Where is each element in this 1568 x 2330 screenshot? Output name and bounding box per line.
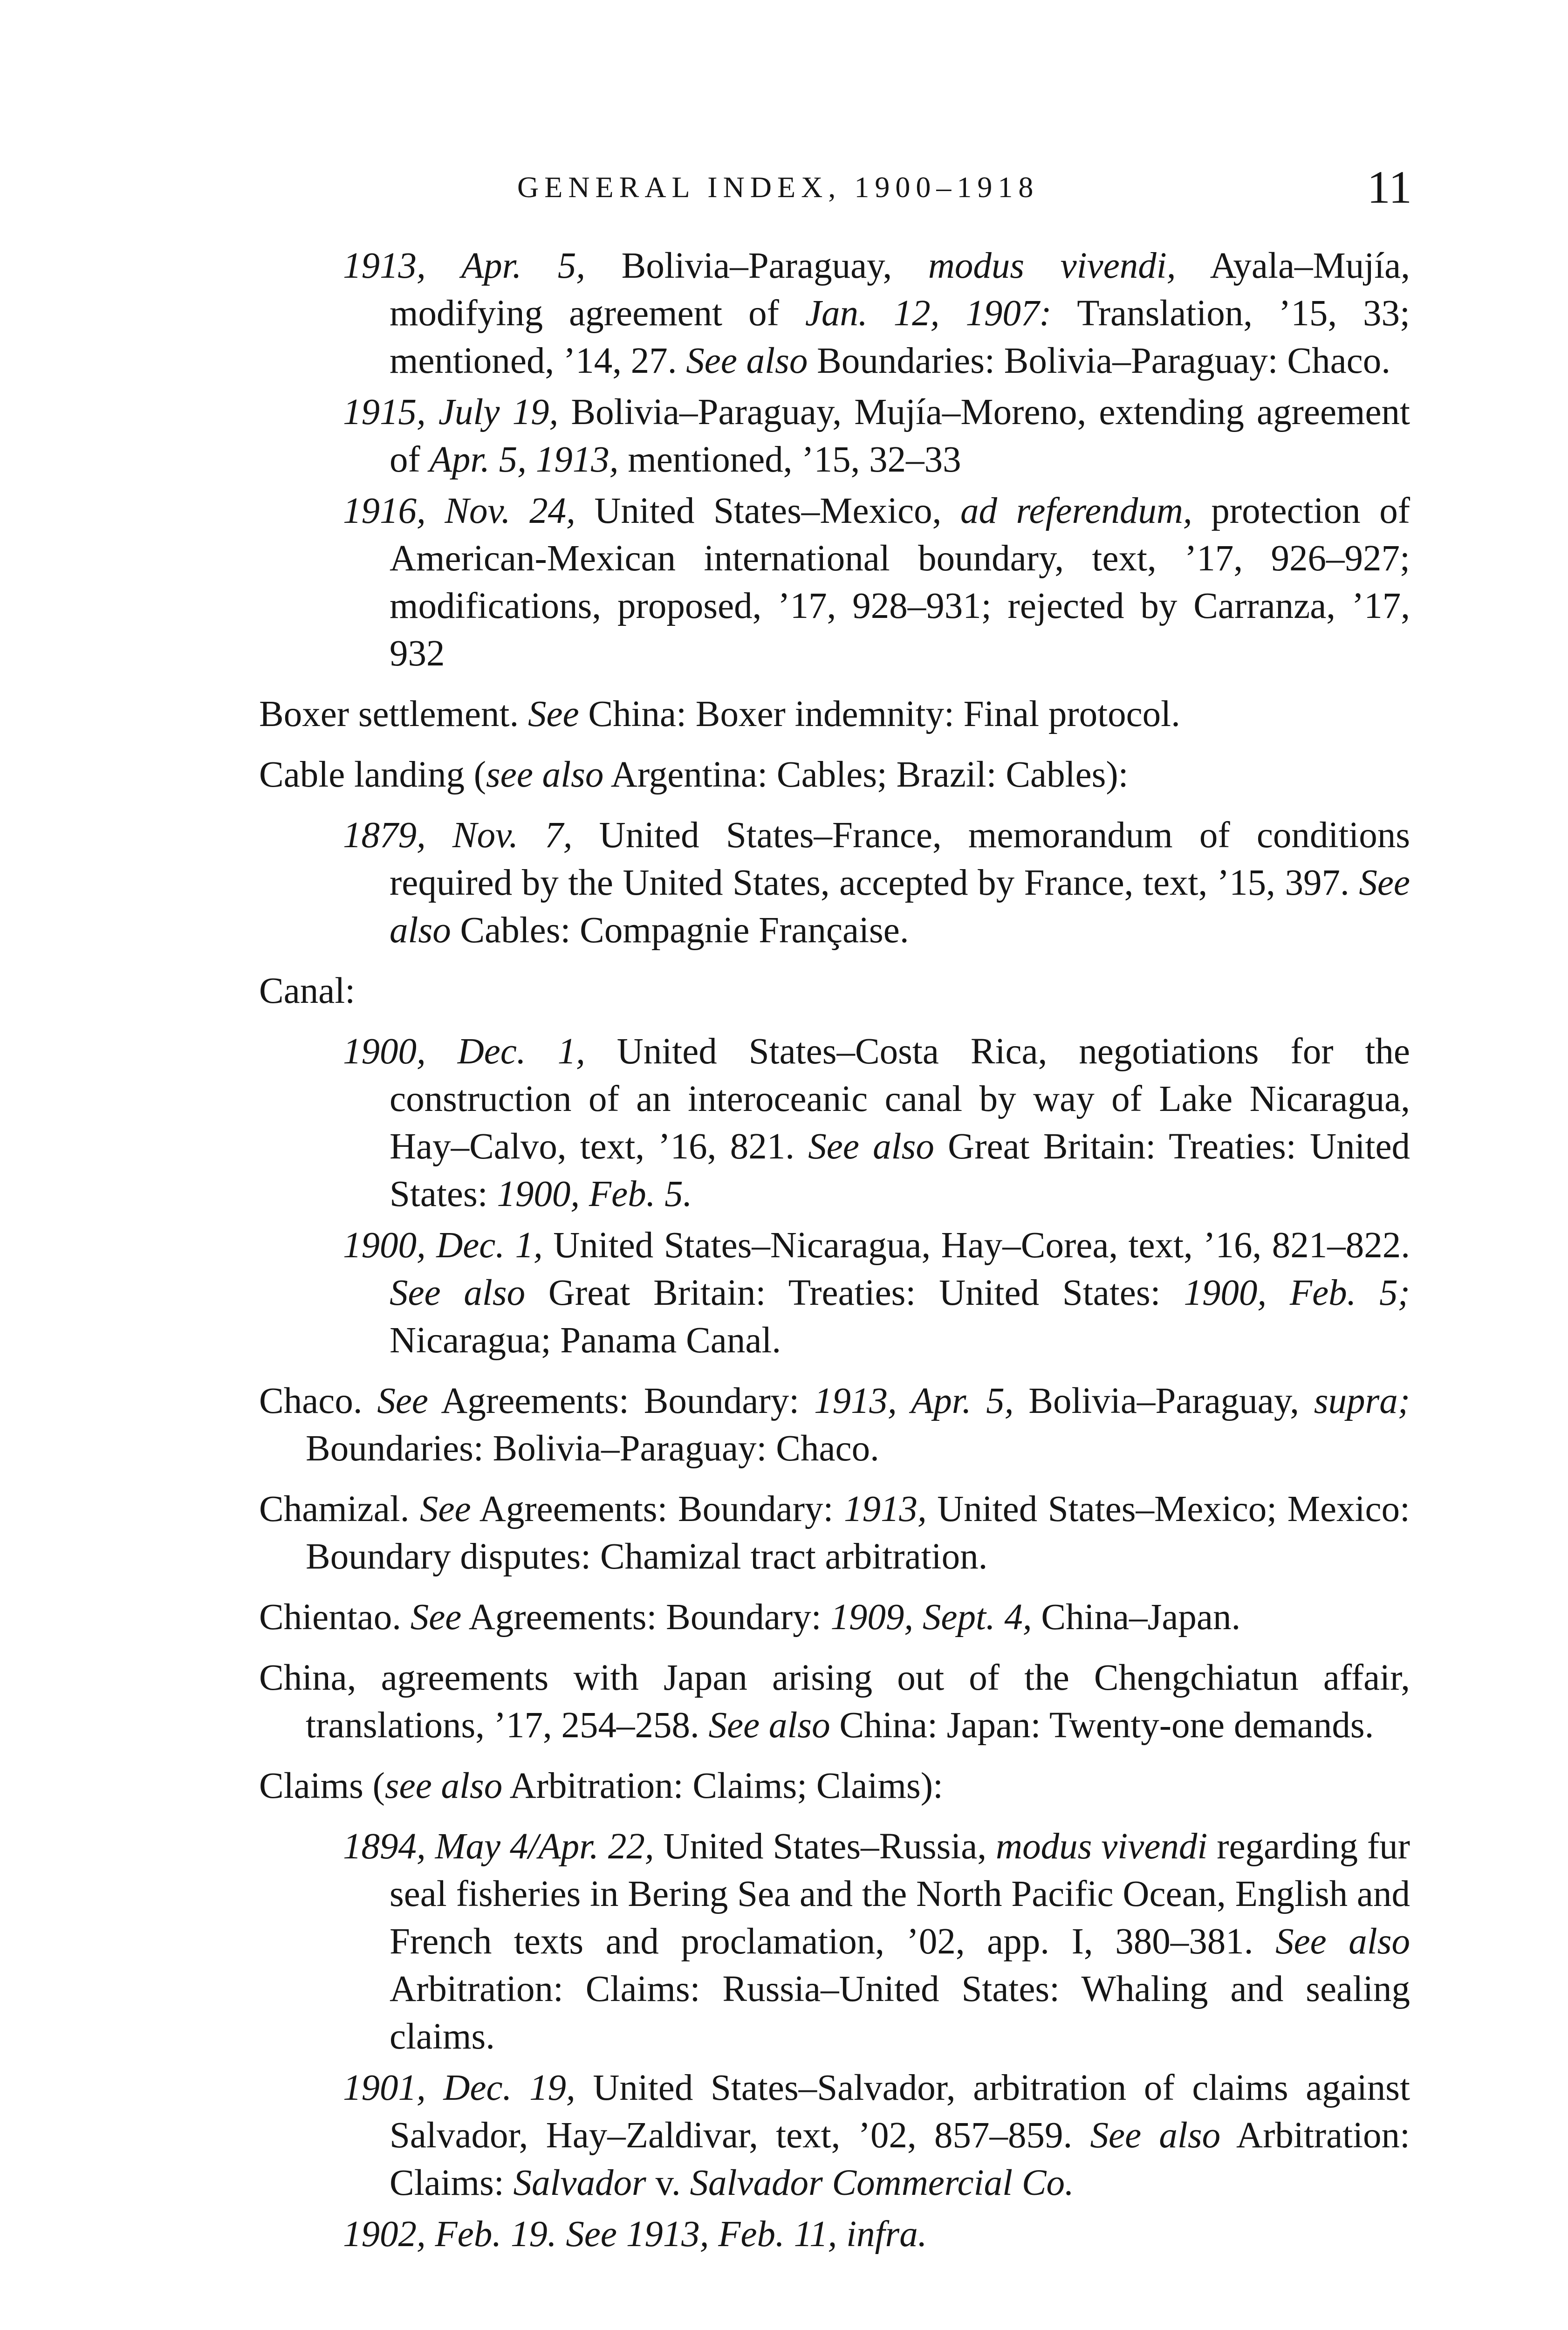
running-head: GENERAL INDEX, 1900–1918 <box>517 171 1039 204</box>
index-main-entry <box>259 1654 1410 1749</box>
entry-italic-run: See also <box>686 341 808 381</box>
entry-text-run: regarding fur seal fisheries in Bering Sea and the North Pacific Ocean, English and French texts and proclamation, ’02, app. I, 380–381. <box>390 1826 1410 1962</box>
entry-italic-run: 1900, Dec. 1, <box>343 1225 543 1266</box>
entry-text-run: v. <box>646 2163 690 2203</box>
entry-text-run: Argentina: Cables; Brazil: Cables): <box>603 754 1129 795</box>
entry-italic-run: See <box>420 1489 471 1529</box>
index-main-entry <box>259 1594 1410 1641</box>
entry-italic-run: See <box>410 1597 462 1638</box>
entry-text-run: China: Boxer indemnity: Final protocol. <box>579 694 1180 734</box>
index-main-entry <box>259 1486 1410 1581</box>
entry-text-run: Agreements: Boundary: <box>428 1381 814 1421</box>
entry-text-run: Boundaries: Bolivia–Paraguay: Chaco. <box>306 1428 879 1469</box>
index-sub-entry <box>259 242 1410 385</box>
entry-italic-run: 1901, Dec. 19, <box>343 2068 575 2108</box>
entry-italic-run: See <box>377 1381 428 1421</box>
index-sub-entry <box>259 2211 1410 2258</box>
entry-italic-run: See also <box>390 1273 526 1313</box>
entry-italic-run: 1915, July 19, <box>343 392 559 432</box>
entry-italic-run: See also <box>1275 1921 1410 1962</box>
entry-italic-run: 1913, Apr. 5, <box>343 246 586 286</box>
entry-text-run: Arbitration: Claims; Claims): <box>502 1766 943 1806</box>
entry-text-run: Canal: <box>259 971 356 1011</box>
entry-italic-run: 1900, Feb. 5. <box>497 1174 692 1214</box>
entry-italic-run: See 1913, Feb. 11, infra. <box>566 2214 927 2255</box>
entry-text-run: mentioned, ’15, 32–33 <box>618 439 961 480</box>
entry-text-run: Boundaries: Bolivia–Paraguay: Chaco. <box>808 341 1390 381</box>
entry-text-run: Cables: Compagnie Française. <box>451 910 909 951</box>
entry-italic-run: See also <box>708 1705 830 1746</box>
index-main-entry <box>259 1762 1410 1810</box>
entry-italic-run: Salvador <box>513 2163 646 2203</box>
entry-text-run: United States–Russia, <box>654 1826 996 1867</box>
entry-text-run: protection of American-Mexican international boundary, text, ’17, 926–927; modifications, proposed, ’17, 928–931; rejected by Carranza, ’17, 932 <box>390 491 1410 674</box>
entry-text-run: Agreements: Boundary: <box>471 1489 844 1529</box>
entry-italic-run: Salvador Commercial Co. <box>690 2163 1074 2203</box>
entry-italic-run: See <box>528 694 579 734</box>
entry-text-run <box>557 2214 566 2255</box>
entry-italic-run: Jan. 12, 1907: <box>805 293 1052 334</box>
entry-text-run: Boxer settlement. <box>259 694 528 734</box>
entry-text-run: United States–Salvador, arbitration of claims against Salvador, Hay–Zaldivar, text, ’02, 857–859. <box>390 2068 1410 2156</box>
entry-italic-run: See also <box>1090 2115 1221 2156</box>
entry-text-run: Bolivia–Paraguay, <box>1013 1381 1314 1421</box>
entry-text-run: Great Britain: Treaties: United States: <box>390 1126 1411 1214</box>
entry-italic-run: see also <box>486 754 604 795</box>
entry-text-run: United States–Costa Rica, negotiations for the construction of an interoceanic canal by way of Lake Nicaragua, Hay–Calvo, text, ’16, 821. <box>390 1031 1410 1167</box>
entry-text-run: Bolivia–Paraguay, <box>585 246 928 286</box>
entry-text-run: China: Japan: Twenty-one demands. <box>830 1705 1374 1746</box>
entry-text-run: Chaco. <box>259 1381 377 1421</box>
entry-italic-run: 1902, Feb. 19. <box>343 2214 557 2255</box>
entry-text-run: United States–France, memorandum of conditions required by the United States, accepted by France, text, ’15, 397. <box>390 815 1410 903</box>
index-sub-entry <box>259 389 1410 484</box>
entry-text-run: Ayala–Mujía, modifying agreement of <box>390 246 1410 334</box>
entry-text-run: China–Japan. <box>1032 1597 1241 1638</box>
entry-text-run: Great Britain: Treaties: United States: <box>525 1273 1184 1313</box>
page-number: 11 <box>1367 161 1412 213</box>
index-sub-entry <box>259 1028 1410 1218</box>
entry-italic-run: 1909, Sept. 4, <box>830 1597 1032 1638</box>
entry-text-run: United States–Mexico, <box>575 491 960 531</box>
index-sub-entry <box>259 2064 1410 2207</box>
entry-text-run: Translation, ’15, 33; mentioned, ’14, 27. <box>390 293 1410 381</box>
index-sub-entry <box>259 1823 1410 2061</box>
entry-text-run: Arbitration: Claims: Russia–United States: Whaling and sealing claims. <box>390 1969 1410 2057</box>
entry-italic-run: 1916, Nov. 24, <box>343 491 575 531</box>
entry-italic-run: ad referendum, <box>960 491 1192 531</box>
index-sub-entry <box>259 1222 1410 1364</box>
entry-italic-run: see also <box>384 1766 503 1806</box>
index-main-entry <box>259 751 1410 799</box>
entry-italic-run: 1913, <box>843 1489 927 1529</box>
entry-text-run: Cable landing ( <box>259 754 486 795</box>
entry-italic-run: Apr. 5, 1913, <box>429 439 619 480</box>
index-entries <box>259 242 1410 2258</box>
entry-italic-run: 1900, Dec. 1, <box>343 1031 585 1072</box>
entry-text-run: Arbitration: Claims: <box>390 2115 1411 2203</box>
entry-italic-run: 1894, May 4/Apr. 22, <box>343 1826 654 1867</box>
entry-text-run: United States–Nicaragua, Hay–Corea, text, ’16, 821–822. <box>542 1225 1410 1266</box>
entry-text-run: China, agreements with Japan arising out of the Chengchiatun affair, translations, ’17, 254–258. <box>259 1658 1410 1746</box>
entry-text-run: Chientao. <box>259 1597 411 1638</box>
entry-text-run: Claims ( <box>259 1766 385 1806</box>
entry-text-run: Chamizal. <box>259 1489 420 1529</box>
index-main-entry <box>259 967 1410 1015</box>
entry-italic-run: modus vivendi <box>996 1826 1208 1867</box>
entry-italic-run: See also <box>390 863 1410 951</box>
entry-italic-run: modus vivendi, <box>928 246 1176 286</box>
index-sub-entry <box>259 812 1410 954</box>
entry-text-run: Nicaragua; Panama Canal. <box>390 1320 781 1361</box>
entry-text-run: Bolivia–Paraguay, Mujía–Moreno, extending agreement of <box>390 392 1410 480</box>
index-main-entry <box>259 1377 1410 1473</box>
index-sub-entry <box>259 487 1410 678</box>
entry-italic-run: supra; <box>1314 1381 1410 1421</box>
entry-text-run: United States–Mexico; Mexico: Boundary disputes: Chamizal tract arbitration. <box>306 1489 1411 1577</box>
entry-italic-run: 1913, Apr. 5, <box>814 1381 1014 1421</box>
entry-italic-run: See also <box>808 1126 934 1167</box>
entry-italic-run: 1879, Nov. 7, <box>343 815 573 856</box>
page-header <box>517 161 1412 220</box>
entry-italic-run: 1900, Feb. 5; <box>1184 1273 1410 1313</box>
index-main-entry <box>259 691 1410 738</box>
entry-text-run: Agreements: Boundary: <box>461 1597 831 1638</box>
